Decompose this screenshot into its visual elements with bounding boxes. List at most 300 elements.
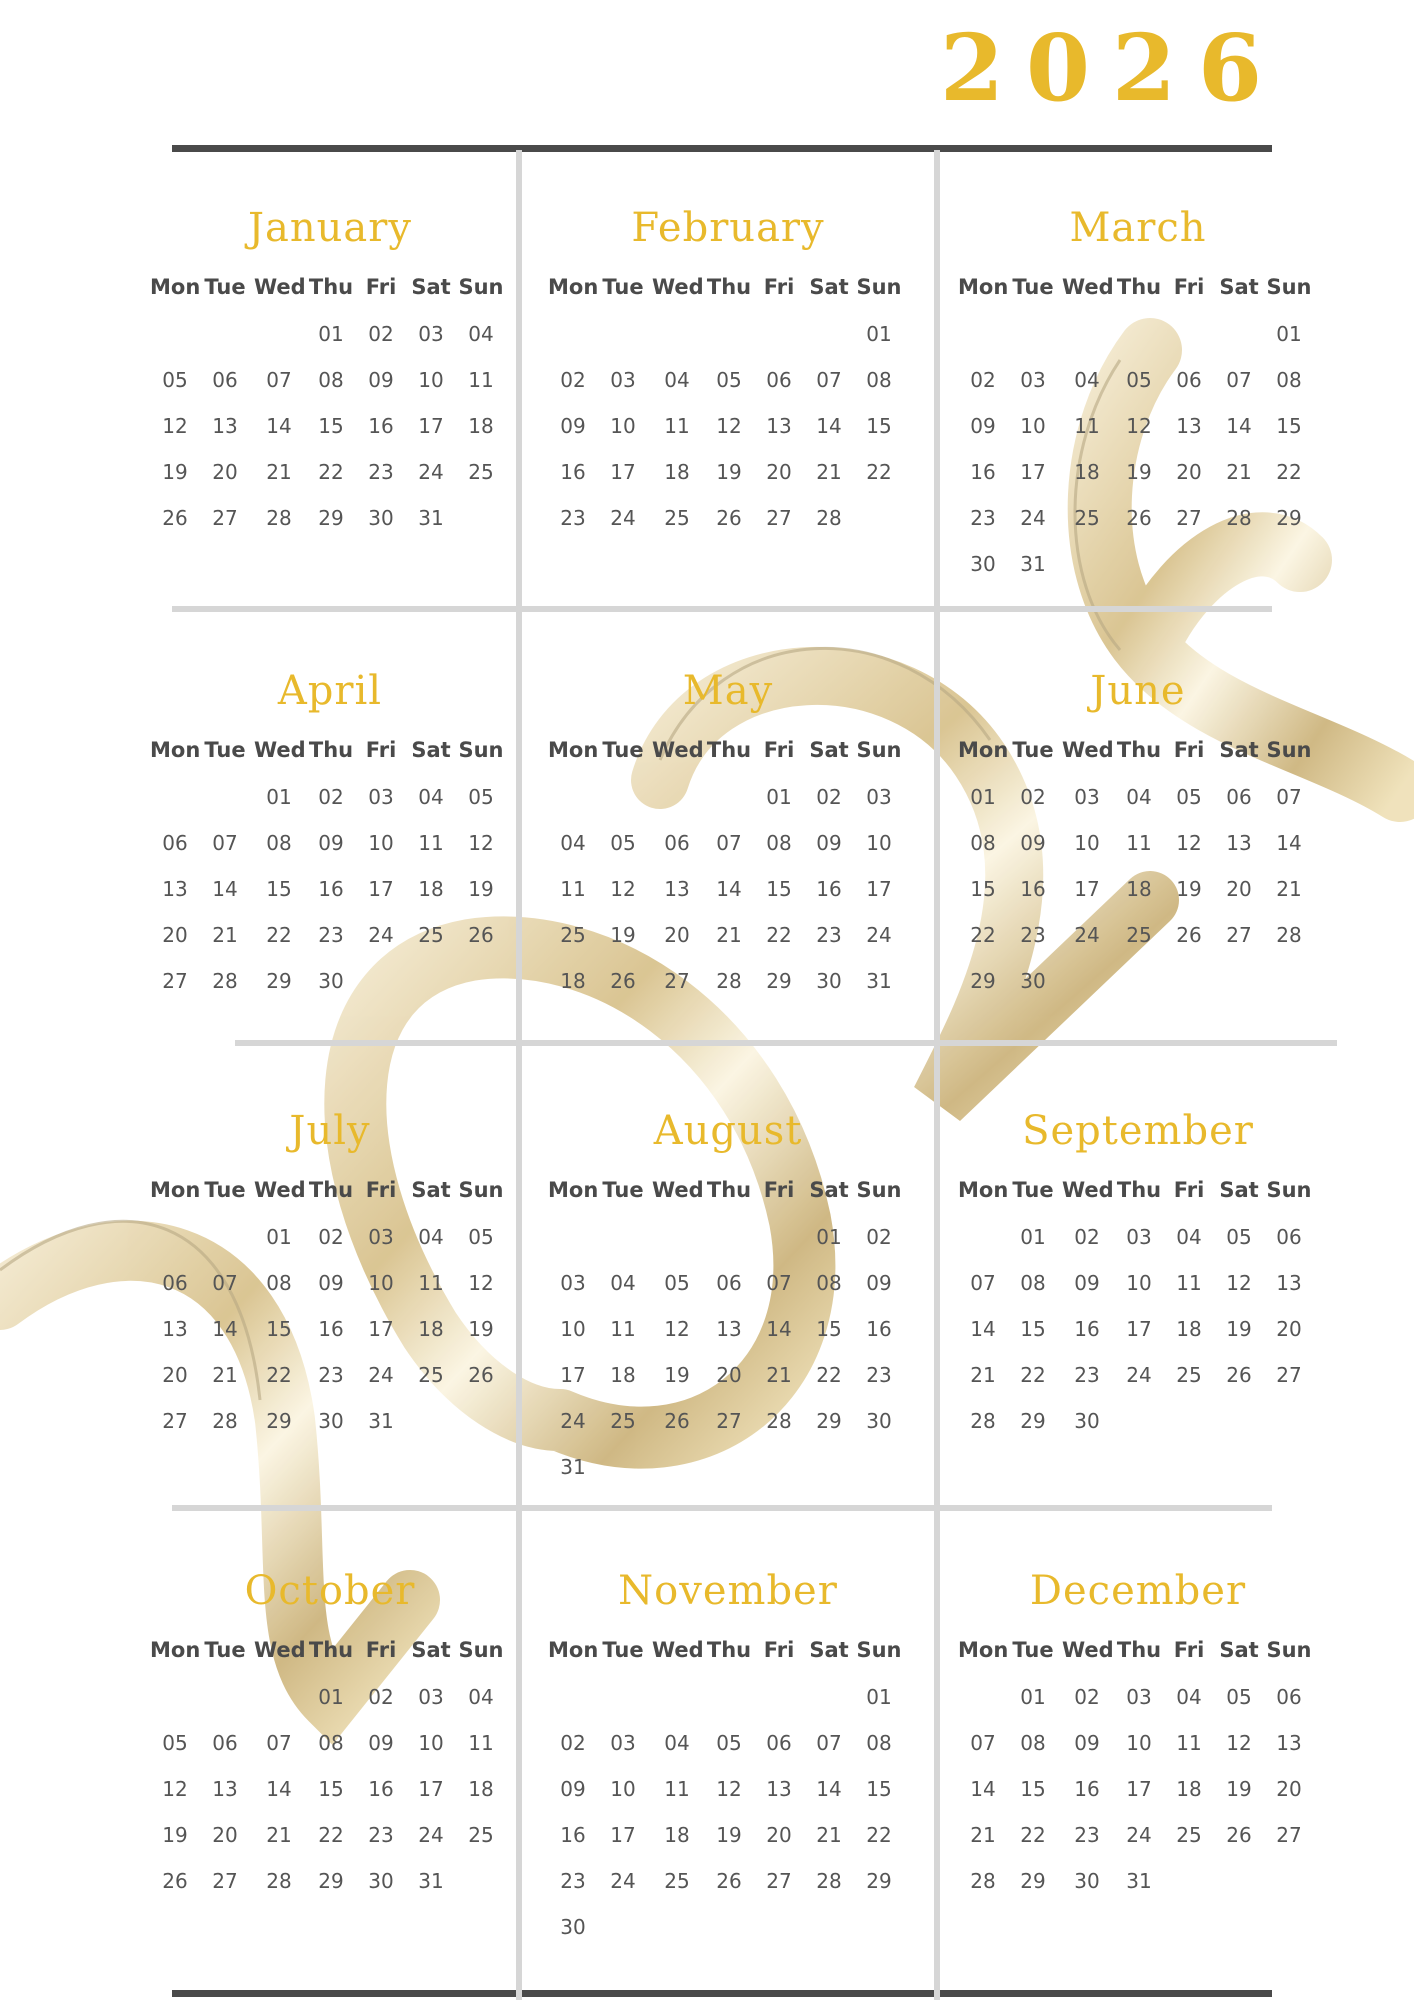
day-cell: 13 bbox=[212, 1777, 238, 1801]
day-cell: 07 bbox=[266, 368, 292, 392]
day-cell: 30 bbox=[970, 552, 996, 576]
day-cell: 07 bbox=[816, 368, 842, 392]
weekday-label: Fri bbox=[1173, 1178, 1205, 1202]
day-cell: 20 bbox=[212, 460, 238, 484]
day-cell: 12 bbox=[610, 877, 636, 901]
day-cell: 30 bbox=[1020, 969, 1046, 993]
day-cell: 10 bbox=[1126, 1271, 1152, 1295]
day-cell: 14 bbox=[266, 414, 292, 438]
weekday-label: Thu bbox=[706, 275, 752, 299]
day-cell: 19 bbox=[162, 1823, 188, 1847]
day-cell: 14 bbox=[1226, 414, 1252, 438]
day-cell: 22 bbox=[766, 923, 792, 947]
day-cell: 13 bbox=[162, 1317, 188, 1341]
day-cell: 31 bbox=[418, 506, 444, 530]
day-cell: 19 bbox=[162, 460, 188, 484]
day-cell: 24 bbox=[560, 1409, 586, 1433]
day-cell: 30 bbox=[1074, 1869, 1100, 1893]
day-cell: 29 bbox=[266, 1409, 292, 1433]
weekday-label: Wed bbox=[652, 1638, 704, 1662]
day-cell: 26 bbox=[716, 506, 742, 530]
day-cell: 24 bbox=[1074, 923, 1100, 947]
weekday-label: Thu bbox=[308, 738, 354, 762]
day-cell: 03 bbox=[418, 322, 444, 346]
day-cell: 18 bbox=[1176, 1317, 1202, 1341]
day-cell: 23 bbox=[1074, 1823, 1100, 1847]
day-cell: 13 bbox=[766, 414, 792, 438]
day-cell: 11 bbox=[560, 877, 586, 901]
day-cell: 24 bbox=[610, 1869, 636, 1893]
day-cell: 19 bbox=[468, 1317, 494, 1341]
day-cell: 13 bbox=[664, 877, 690, 901]
day-cell: 31 bbox=[866, 969, 892, 993]
day-cell: 22 bbox=[816, 1363, 842, 1387]
weekday-label: Tue bbox=[204, 1638, 246, 1662]
day-cell: 23 bbox=[368, 460, 394, 484]
day-cell: 05 bbox=[468, 1225, 494, 1249]
day-cell: 21 bbox=[266, 460, 292, 484]
day-cell: 27 bbox=[162, 1409, 188, 1433]
day-cell: 31 bbox=[1020, 552, 1046, 576]
day-cell: 04 bbox=[610, 1271, 636, 1295]
day-cell: 02 bbox=[560, 368, 586, 392]
day-cell: 01 bbox=[866, 322, 892, 346]
day-cell: 08 bbox=[970, 831, 996, 855]
day-cell: 05 bbox=[1226, 1685, 1252, 1709]
day-cell: 06 bbox=[1276, 1685, 1302, 1709]
day-cell: 23 bbox=[1020, 923, 1046, 947]
day-cell: 08 bbox=[816, 1271, 842, 1295]
day-cell: 24 bbox=[610, 506, 636, 530]
day-cell: 21 bbox=[816, 1823, 842, 1847]
day-cell: 10 bbox=[610, 414, 636, 438]
day-cell: 21 bbox=[766, 1363, 792, 1387]
weekday-label: Fri bbox=[1173, 1638, 1205, 1662]
day-cell: 23 bbox=[866, 1363, 892, 1387]
day-cell: 10 bbox=[368, 1271, 394, 1295]
day-cell: 20 bbox=[1176, 460, 1202, 484]
day-cell: 27 bbox=[212, 506, 238, 530]
day-cell: 18 bbox=[664, 460, 690, 484]
weekday-label: Sat bbox=[809, 275, 849, 299]
day-cell: 20 bbox=[766, 1823, 792, 1847]
day-cell: 22 bbox=[318, 1823, 344, 1847]
day-cell: 29 bbox=[318, 1869, 344, 1893]
month-name: July bbox=[289, 1108, 371, 1154]
day-cell: 28 bbox=[212, 969, 238, 993]
day-cell: 22 bbox=[1276, 460, 1302, 484]
day-cell: 25 bbox=[610, 1409, 636, 1433]
day-cell: 12 bbox=[1176, 831, 1202, 855]
day-cell: 03 bbox=[368, 785, 394, 809]
day-cell: 05 bbox=[468, 785, 494, 809]
month-january bbox=[150, 205, 550, 645]
day-cell: 26 bbox=[610, 969, 636, 993]
day-cell: 10 bbox=[1020, 414, 1046, 438]
day-cell: 16 bbox=[560, 460, 586, 484]
day-cell: 19 bbox=[716, 1823, 742, 1847]
day-cell: 09 bbox=[368, 1731, 394, 1755]
day-cell: 26 bbox=[468, 1363, 494, 1387]
day-cell: 04 bbox=[1176, 1685, 1202, 1709]
weekday-label: Wed bbox=[652, 275, 704, 299]
day-cell: 05 bbox=[610, 831, 636, 855]
day-cell: 24 bbox=[1126, 1363, 1152, 1387]
day-cell: 19 bbox=[610, 923, 636, 947]
day-cell: 05 bbox=[162, 1731, 188, 1755]
weekday-label: Sat bbox=[411, 1638, 451, 1662]
weekday-label: Tue bbox=[1012, 1638, 1054, 1662]
day-cell: 02 bbox=[318, 785, 344, 809]
day-cell: 23 bbox=[318, 1363, 344, 1387]
day-cell: 15 bbox=[816, 1317, 842, 1341]
day-cell: 28 bbox=[212, 1409, 238, 1433]
day-cell: 28 bbox=[1276, 923, 1302, 947]
day-cell: 27 bbox=[162, 969, 188, 993]
day-cell: 21 bbox=[1226, 460, 1252, 484]
day-cell: 08 bbox=[1020, 1731, 1046, 1755]
day-cell: 18 bbox=[1126, 877, 1152, 901]
day-cell: 01 bbox=[766, 785, 792, 809]
day-cell: 28 bbox=[266, 1869, 292, 1893]
day-cell: 05 bbox=[162, 368, 188, 392]
day-cell: 17 bbox=[1126, 1317, 1152, 1341]
day-cell: 03 bbox=[1074, 785, 1100, 809]
weekday-label: Thu bbox=[308, 275, 354, 299]
weekday-label: Fri bbox=[1173, 275, 1205, 299]
weekday-label: Mon bbox=[150, 275, 201, 299]
day-cell: 08 bbox=[766, 831, 792, 855]
weekday-label: Wed bbox=[254, 1178, 306, 1202]
day-cell: 04 bbox=[418, 1225, 444, 1249]
day-cell: 07 bbox=[816, 1731, 842, 1755]
day-cell: 13 bbox=[766, 1777, 792, 1801]
month-name: January bbox=[248, 205, 412, 251]
day-cell: 13 bbox=[1276, 1271, 1302, 1295]
day-cell: 22 bbox=[318, 460, 344, 484]
weekday-label: Sun bbox=[1266, 738, 1312, 762]
weekday-label: Tue bbox=[1012, 1178, 1054, 1202]
day-cell: 02 bbox=[560, 1731, 586, 1755]
day-cell: 30 bbox=[368, 506, 394, 530]
day-cell: 14 bbox=[212, 1317, 238, 1341]
day-cell: 15 bbox=[866, 1777, 892, 1801]
top-rule bbox=[172, 145, 1272, 152]
grid-divider-horizontal bbox=[235, 1040, 1337, 1046]
day-cell: 17 bbox=[418, 1777, 444, 1801]
day-cell: 20 bbox=[1226, 877, 1252, 901]
weekday-label: Tue bbox=[602, 1638, 644, 1662]
day-cell: 29 bbox=[816, 1409, 842, 1433]
weekday-label: Thu bbox=[1116, 738, 1162, 762]
day-cell: 07 bbox=[970, 1731, 996, 1755]
day-cell: 22 bbox=[266, 923, 292, 947]
day-cell: 04 bbox=[468, 1685, 494, 1709]
day-cell: 31 bbox=[418, 1869, 444, 1893]
weekday-label: Tue bbox=[602, 738, 644, 762]
day-cell: 01 bbox=[318, 322, 344, 346]
day-cell: 02 bbox=[816, 785, 842, 809]
day-cell: 11 bbox=[1126, 831, 1152, 855]
day-cell: 05 bbox=[716, 1731, 742, 1755]
day-cell: 23 bbox=[970, 506, 996, 530]
weekday-label: Sat bbox=[1219, 738, 1259, 762]
day-cell: 25 bbox=[468, 460, 494, 484]
day-cell: 01 bbox=[318, 1685, 344, 1709]
weekday-label: Mon bbox=[548, 275, 599, 299]
weekday-label: Sun bbox=[458, 1638, 504, 1662]
weekday-label: Mon bbox=[150, 738, 201, 762]
day-cell: 29 bbox=[1020, 1409, 1046, 1433]
day-cell: 26 bbox=[716, 1869, 742, 1893]
day-cell: 09 bbox=[1020, 831, 1046, 855]
day-cell: 18 bbox=[560, 969, 586, 993]
weekday-label: Sat bbox=[411, 275, 451, 299]
day-cell: 05 bbox=[1126, 368, 1152, 392]
day-cell: 26 bbox=[664, 1409, 690, 1433]
day-cell: 05 bbox=[1176, 785, 1202, 809]
day-cell: 02 bbox=[866, 1225, 892, 1249]
day-cell: 27 bbox=[766, 1869, 792, 1893]
weekday-label: Fri bbox=[763, 738, 795, 762]
day-cell: 17 bbox=[866, 877, 892, 901]
day-cell: 15 bbox=[766, 877, 792, 901]
weekday-label: Wed bbox=[254, 1638, 306, 1662]
day-cell: 11 bbox=[1176, 1731, 1202, 1755]
day-cell: 05 bbox=[1226, 1225, 1252, 1249]
weekday-label: Thu bbox=[308, 1178, 354, 1202]
day-cell: 23 bbox=[816, 923, 842, 947]
day-cell: 25 bbox=[1176, 1363, 1202, 1387]
day-cell: 27 bbox=[1226, 923, 1252, 947]
day-cell: 06 bbox=[664, 831, 690, 855]
day-cell: 09 bbox=[368, 368, 394, 392]
day-cell: 15 bbox=[1020, 1777, 1046, 1801]
month-name: February bbox=[631, 205, 825, 251]
weekday-label: Sat bbox=[411, 1178, 451, 1202]
day-cell: 13 bbox=[162, 877, 188, 901]
month-december bbox=[958, 1568, 1358, 2008]
day-cell: 10 bbox=[1126, 1731, 1152, 1755]
weekday-label: Sat bbox=[1219, 1638, 1259, 1662]
day-cell: 25 bbox=[560, 923, 586, 947]
weekday-label: Mon bbox=[548, 738, 599, 762]
day-cell: 31 bbox=[560, 1455, 586, 1479]
day-cell: 29 bbox=[866, 1869, 892, 1893]
day-cell: 03 bbox=[1020, 368, 1046, 392]
weekday-label: Fri bbox=[1173, 738, 1205, 762]
weekday-label: Mon bbox=[548, 1638, 599, 1662]
day-cell: 14 bbox=[970, 1777, 996, 1801]
weekday-label: Fri bbox=[365, 738, 397, 762]
weekday-label: Sun bbox=[856, 1638, 902, 1662]
weekday-label: Mon bbox=[150, 1178, 201, 1202]
weekday-label: Thu bbox=[308, 1638, 354, 1662]
day-cell: 13 bbox=[1226, 831, 1252, 855]
day-cell: 05 bbox=[716, 368, 742, 392]
day-cell: 30 bbox=[368, 1869, 394, 1893]
day-cell: 11 bbox=[418, 1271, 444, 1295]
day-cell: 28 bbox=[816, 1869, 842, 1893]
weekday-label: Fri bbox=[365, 275, 397, 299]
day-cell: 16 bbox=[1020, 877, 1046, 901]
day-cell: 01 bbox=[266, 1225, 292, 1249]
day-cell: 14 bbox=[266, 1777, 292, 1801]
day-cell: 12 bbox=[162, 414, 188, 438]
day-cell: 11 bbox=[1074, 414, 1100, 438]
month-september bbox=[958, 1108, 1358, 1548]
day-cell: 09 bbox=[560, 414, 586, 438]
day-cell: 19 bbox=[1226, 1777, 1252, 1801]
day-cell: 18 bbox=[468, 414, 494, 438]
day-cell: 02 bbox=[1074, 1685, 1100, 1709]
day-cell: 16 bbox=[560, 1823, 586, 1847]
day-cell: 27 bbox=[1276, 1823, 1302, 1847]
day-cell: 18 bbox=[418, 877, 444, 901]
weekday-label: Wed bbox=[1062, 1638, 1114, 1662]
day-cell: 06 bbox=[766, 368, 792, 392]
day-cell: 12 bbox=[1226, 1731, 1252, 1755]
weekday-label: Wed bbox=[254, 275, 306, 299]
weekday-label: Thu bbox=[1116, 275, 1162, 299]
day-cell: 01 bbox=[1276, 322, 1302, 346]
day-cell: 13 bbox=[1276, 1731, 1302, 1755]
day-cell: 17 bbox=[368, 1317, 394, 1341]
day-cell: 14 bbox=[212, 877, 238, 901]
day-cell: 19 bbox=[664, 1363, 690, 1387]
weekday-label: Mon bbox=[548, 1178, 599, 1202]
day-cell: 17 bbox=[1020, 460, 1046, 484]
day-cell: 01 bbox=[970, 785, 996, 809]
day-cell: 23 bbox=[560, 1869, 586, 1893]
day-cell: 07 bbox=[212, 831, 238, 855]
day-cell: 13 bbox=[1176, 414, 1202, 438]
day-cell: 08 bbox=[1276, 368, 1302, 392]
day-cell: 16 bbox=[1074, 1317, 1100, 1341]
day-cell: 29 bbox=[766, 969, 792, 993]
day-cell: 12 bbox=[468, 831, 494, 855]
day-cell: 15 bbox=[1276, 414, 1302, 438]
day-cell: 28 bbox=[716, 969, 742, 993]
day-cell: 24 bbox=[1020, 506, 1046, 530]
day-cell: 27 bbox=[766, 506, 792, 530]
day-cell: 20 bbox=[212, 1823, 238, 1847]
day-cell: 17 bbox=[368, 877, 394, 901]
day-cell: 04 bbox=[1126, 785, 1152, 809]
weekday-label: Thu bbox=[706, 738, 752, 762]
day-cell: 29 bbox=[970, 969, 996, 993]
day-cell: 10 bbox=[1074, 831, 1100, 855]
day-cell: 30 bbox=[560, 1915, 586, 1939]
day-cell: 03 bbox=[368, 1225, 394, 1249]
day-cell: 12 bbox=[468, 1271, 494, 1295]
weekday-label: Sat bbox=[1219, 275, 1259, 299]
day-cell: 11 bbox=[418, 831, 444, 855]
day-cell: 08 bbox=[866, 1731, 892, 1755]
day-cell: 06 bbox=[1276, 1225, 1302, 1249]
day-cell: 10 bbox=[418, 368, 444, 392]
day-cell: 24 bbox=[368, 923, 394, 947]
month-october bbox=[150, 1568, 550, 2008]
day-cell: 09 bbox=[318, 1271, 344, 1295]
weekday-label: Sun bbox=[458, 738, 504, 762]
day-cell: 02 bbox=[1074, 1225, 1100, 1249]
day-cell: 11 bbox=[610, 1317, 636, 1341]
day-cell: 19 bbox=[468, 877, 494, 901]
weekday-label: Sun bbox=[856, 275, 902, 299]
day-cell: 09 bbox=[970, 414, 996, 438]
weekday-label: Sat bbox=[809, 1178, 849, 1202]
month-name: May bbox=[682, 668, 774, 714]
day-cell: 27 bbox=[212, 1869, 238, 1893]
day-cell: 11 bbox=[664, 1777, 690, 1801]
day-cell: 16 bbox=[318, 877, 344, 901]
day-cell: 06 bbox=[1176, 368, 1202, 392]
weekday-label: Mon bbox=[150, 1638, 201, 1662]
day-cell: 04 bbox=[1074, 368, 1100, 392]
day-cell: 02 bbox=[368, 1685, 394, 1709]
weekday-label: Sat bbox=[809, 1638, 849, 1662]
grid-divider-vertical bbox=[934, 150, 940, 2000]
day-cell: 15 bbox=[266, 877, 292, 901]
month-name: August bbox=[653, 1108, 803, 1154]
day-cell: 16 bbox=[866, 1317, 892, 1341]
weekday-label: Fri bbox=[365, 1178, 397, 1202]
year-heading: 2026 bbox=[940, 14, 1285, 122]
day-cell: 26 bbox=[1176, 923, 1202, 947]
weekday-label: Thu bbox=[1116, 1638, 1162, 1662]
day-cell: 11 bbox=[1176, 1271, 1202, 1295]
day-cell: 21 bbox=[716, 923, 742, 947]
day-cell: 15 bbox=[318, 1777, 344, 1801]
day-cell: 19 bbox=[1226, 1317, 1252, 1341]
day-cell: 03 bbox=[560, 1271, 586, 1295]
day-cell: 26 bbox=[1126, 506, 1152, 530]
day-cell: 02 bbox=[318, 1225, 344, 1249]
day-cell: 20 bbox=[162, 1363, 188, 1387]
weekday-label: Sun bbox=[1266, 1638, 1312, 1662]
day-cell: 09 bbox=[816, 831, 842, 855]
day-cell: 12 bbox=[664, 1317, 690, 1341]
day-cell: 08 bbox=[266, 831, 292, 855]
day-cell: 26 bbox=[1226, 1363, 1252, 1387]
day-cell: 15 bbox=[866, 414, 892, 438]
day-cell: 21 bbox=[212, 923, 238, 947]
day-cell: 04 bbox=[418, 785, 444, 809]
day-cell: 27 bbox=[1276, 1363, 1302, 1387]
day-cell: 11 bbox=[664, 414, 690, 438]
day-cell: 12 bbox=[1226, 1271, 1252, 1295]
day-cell: 04 bbox=[664, 368, 690, 392]
month-name: March bbox=[1069, 205, 1207, 251]
day-cell: 03 bbox=[610, 368, 636, 392]
day-cell: 28 bbox=[1226, 506, 1252, 530]
grid-divider-vertical bbox=[516, 150, 522, 2000]
day-cell: 14 bbox=[816, 1777, 842, 1801]
weekday-label: Wed bbox=[652, 1178, 704, 1202]
weekday-label: Tue bbox=[204, 738, 246, 762]
day-cell: 19 bbox=[1176, 877, 1202, 901]
day-cell: 03 bbox=[418, 1685, 444, 1709]
month-name: June bbox=[1090, 668, 1186, 714]
day-cell: 20 bbox=[664, 923, 690, 947]
day-cell: 30 bbox=[318, 969, 344, 993]
day-cell: 06 bbox=[162, 1271, 188, 1295]
day-cell: 18 bbox=[468, 1777, 494, 1801]
day-cell: 15 bbox=[266, 1317, 292, 1341]
day-cell: 03 bbox=[1126, 1225, 1152, 1249]
weekday-label: Mon bbox=[958, 738, 1009, 762]
